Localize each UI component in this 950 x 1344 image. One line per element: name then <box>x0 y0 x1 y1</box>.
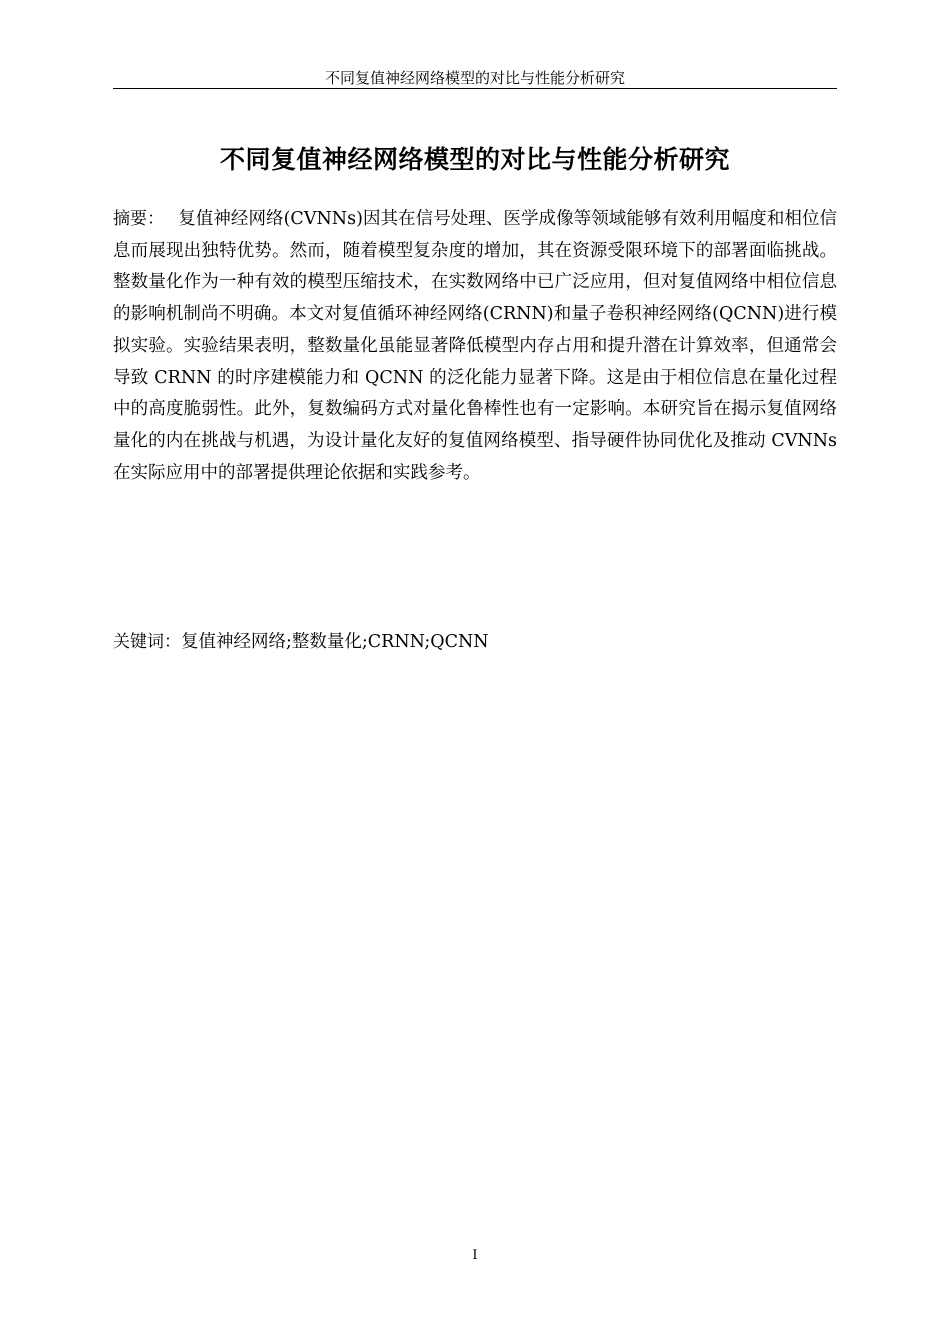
keywords-line <box>113 627 837 657</box>
abstract-label: 摘要： <box>113 209 165 229</box>
abstract-text: 复值神经网络(CVNNs)因其在信号处理、医学成像等领域能够有效利用幅度和相位信息而展现出独特优势。然而，随着模型复杂度的增加，其在资源受限环境下的部署面临挑战。整数量化作为一种有效的模型压缩技术，在实数网络中已广泛应用，但对复值网络中相位信息的影响机制尚不明确。本文对复值循环神经网络(CRNN)和量子卷积神经网络(QCNN)进行模拟实验。实验结果表明，整数量化虽能显著降低模型内存占用和提升潜在计算效率，但通常会导致 CRNN 的时序建模能力和 QCNN 的泛化能力显著下降。这是由于相位信息在量化过程中的高度脆弱性。此外，复数编码方式对量化鲁棒性也有一定影响。本研究旨在揭示复值网络量化的内在挑战与机遇，为设计量化友好的复值网络模型、指导硬件协同优化及推动 CVNNs 在实际应用中的部署提供理论依据和实践参考。 <box>113 209 837 483</box>
abstract-paragraph <box>113 204 837 489</box>
header-rule <box>113 88 837 89</box>
keywords-label: 关键词： <box>113 632 181 652</box>
page-number: I <box>472 1248 478 1263</box>
keywords-text: 复值神经网络;整数量化;CRNN;QCNN <box>181 632 489 652</box>
document-title: 不同复值神经网络模型的对比与性能分析研究 <box>219 145 730 174</box>
running-header: 不同复值神经网络模型的对比与性能分析研究 <box>324 69 625 87</box>
